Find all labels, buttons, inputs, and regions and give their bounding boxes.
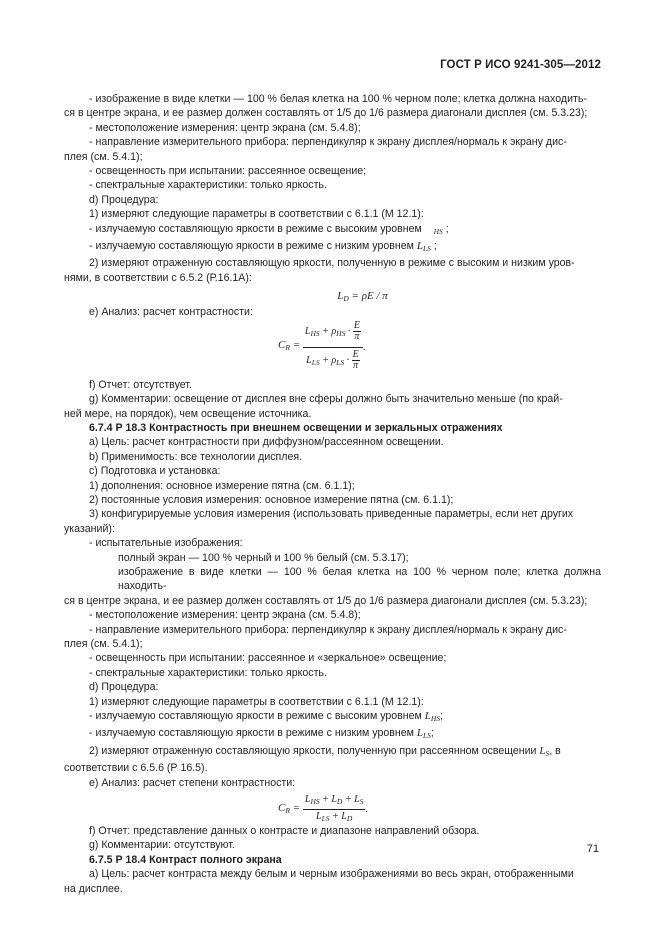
formula-ld: $L_D = \rho E / \pi$: [337, 290, 388, 304]
text-line: соответствии с 6.5.6 (Р 16.5).: [64, 762, 208, 775]
formula-symbol: $L_{HS}$: [424, 710, 441, 724]
text-line: полный экран — 100 % черный и 100 % белый (см. 5.3.17);: [118, 551, 409, 564]
text-line: нями, в соответствии с 6.5.2 (Р.16.1А):: [64, 271, 252, 284]
text-line: b) Применимость: все технологии дисплея.: [89, 450, 303, 463]
text-line: плея (см. 5.4.1);: [64, 150, 143, 163]
text-line: ся в центре экрана, и ее размер должен составлять от 1/5 до 1/6 размера диагонали дисплея (см. 5.3.23);: [64, 107, 588, 120]
text-line: - освещенность при испытании: рассеянное освещение;: [89, 165, 367, 178]
document-header: ГОСТ Р ИСО 9241-305—2012: [440, 59, 601, 71]
text-line: указаний):: [64, 522, 115, 535]
section-heading: 6.7.5 Р 18.4 Контраст полного экрана: [89, 853, 282, 866]
text-line: - излучаемую составляющую яркости в режиме с низким уровнем $L_{LS}$ ;: [89, 240, 437, 254]
text-line: - местоположение измерения: центр экрана (см. 5.4.8);: [89, 121, 361, 134]
text-line: d) Процедура:: [89, 193, 159, 206]
text-line: а) Цель: расчет контраста между белым и черным изображениями во весь экран, отображенными: [89, 868, 574, 881]
document-body: [64, 92, 601, 896]
text-line: g) Комментарии: отсутствуют.: [89, 839, 235, 852]
text-line: е) Анализ: расчет контрастности:: [89, 306, 253, 319]
text-line: - направление измерительного прибора: перпендикуляр к экрану дисплея/нормаль к экрану дис-: [89, 136, 567, 149]
text-span: - излучаемую составляющую яркости в режиме с низким уровнем: [89, 240, 414, 253]
text-line: - направление измерительного прибора: перпендикуляр к экрану дисплея/нормаль к экрану дис-: [89, 623, 567, 636]
text-line: 1) дополнения: основное измерение пятна (см. 6.1.1);: [89, 479, 355, 492]
text-line: - излучаемую составляющую яркости в режиме с высоким уровнем $_{HS}$ ;: [89, 222, 449, 236]
text-line: - испытательные изображения:: [89, 537, 243, 550]
formula-symbol: $L_{LS}$: [416, 727, 431, 741]
text-line: f) Отчет: представление данных о контрасте и диапазоне направлений обзора.: [89, 825, 480, 838]
formula-cr-1: $C_R$ = $L_{HS} + \rho_{HS}$ · $\frac{E}{\pi}$ $L_{LS} + \rho_{LS}$ · $\frac{E}{\pi}$ .: [278, 319, 366, 371]
text-line: - излучаемую составляющую яркости в режиме с высоким уровнем $L_{HS}$;: [89, 710, 444, 724]
text-line: е) Анализ: расчет степени контрастности:: [89, 776, 296, 789]
text-line: а) Цель: расчет контрастности при диффузном/рассеянном освещении.: [89, 436, 444, 449]
formula-symbol: $L_{LS}$: [416, 240, 431, 254]
text-span: 2) измеряют отраженную составляющую яркости, полученную при рассеянном освещении: [89, 744, 537, 757]
text-line: с) Подготовка и установка:: [89, 465, 221, 478]
section-heading: 6.7.4 Р 18.3 Контрастность при внешнем освещении и зеркальных отражениях: [89, 421, 503, 434]
text-line: 2) постоянные условия измерения: основное измерение пятна (см. 6.1.1);: [89, 493, 454, 506]
text-line: - местоположение измерения: центр экрана (см. 5.4.8);: [89, 609, 361, 622]
formula-symbol: $L_S$: [539, 744, 550, 758]
formula-symbol: HS: [433, 226, 443, 236]
text-span: - излучаемую составляющую яркости в режиме с высоким уровнем: [89, 710, 422, 723]
text-line: на дисплее.: [64, 882, 123, 895]
text-line: ней мере, на порядок), чем освещение источника.: [64, 407, 312, 420]
text-line: 1) измеряют следующие параметры в соответствии с 6.1.1 (М 12.1):: [89, 695, 424, 708]
text-line: - излучаемую составляющую яркости в режиме с низким уровнем $L_{LS}$;: [89, 727, 434, 741]
text-line: - спектральные характеристики: только яркость.: [89, 179, 327, 192]
text-line: d) Процедура:: [89, 681, 159, 694]
text-span: - излучаемую составляющую яркости в режиме с высоким уровнем: [89, 222, 422, 235]
formula-cr-2: $C_R$ = $\frac{L_{HS} + L_D + L_S}{L_{LS} + L_D}$ .: [278, 794, 369, 824]
text-line: - спектральные характеристики: только яркость.: [89, 666, 327, 679]
page-number: 71: [586, 843, 599, 855]
text-line: - изображение в виде клетки — 100 % белая клетка на 100 % черном поле; клетка должна находить-: [89, 93, 587, 105]
text-line: - освещенность при испытании: рассеянное и «зеркальное» освещение;: [89, 652, 447, 665]
text-line: 3) конфигурируемые условия измерения (использовать приведенные параметры, если нет других: [89, 508, 574, 521]
text-line: ся в центре экрана, и ее размер должен составлять от 1/5 до 1/6 размера диагонали дисплея (см. 5.3.23);: [64, 594, 588, 607]
text-line: 2) измеряют отраженную составляющую яркости, полученную в режиме с высоким и низким уров-: [89, 257, 575, 270]
text-line: [64, 744, 601, 761]
text-line: 1) измеряют следующие параметры в соответствии с 6.1.1 (М 12.1):: [89, 208, 424, 221]
text-line: изображение в виде клетки — 100 % белая клетка на 100 % черном поле; клетка должна находить-: [118, 565, 601, 593]
text-span: - излучаемую составляющую яркости в режиме с низким уровнем: [89, 727, 414, 740]
text-line: g) Комментарии: освещение от дисплея вне сферы должно быть значительно меньше (по край-: [89, 393, 563, 406]
text-span: , в: [549, 744, 561, 757]
text-line: плея (см. 5.4.1);: [64, 638, 143, 650]
text-line: f) Отчет: отсутствует.: [89, 378, 192, 391]
